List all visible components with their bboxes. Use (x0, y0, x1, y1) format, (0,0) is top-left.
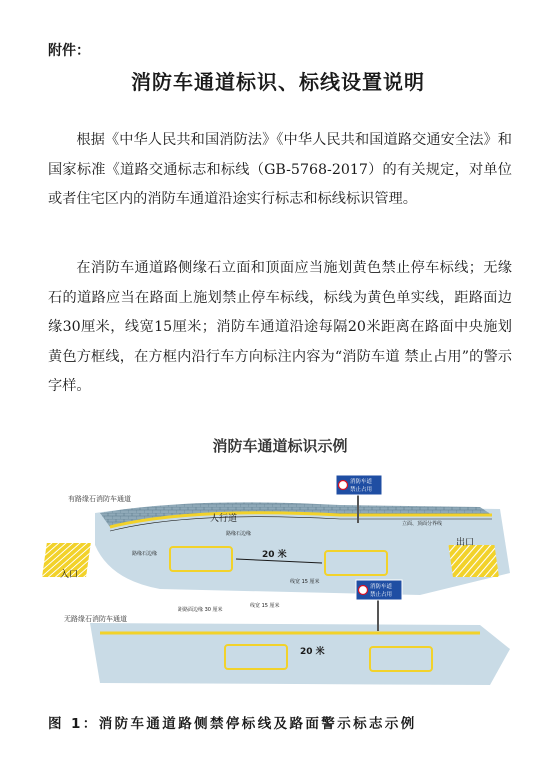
figure-caption: 图 1：消防车通道路侧禁停标线及路面警示标志示例 (48, 716, 417, 732)
label-curb-facade: 立面、顶面分界线 (402, 521, 443, 527)
label-distance-bottom: 20 米 (300, 647, 325, 657)
attachment-label: 附件： (48, 43, 90, 59)
label-line-width-top: 线宽 15 厘米 (290, 579, 320, 585)
svg-text:禁止占用: 禁止占用 (350, 487, 373, 493)
fire-lane-illustration (40, 435, 520, 705)
label-with-curb: 有路缘石消防车通道 (68, 495, 131, 503)
svg-text:消防车道: 消防车道 (350, 479, 373, 485)
label-line-width-bottom: 线宽 15 厘米 (250, 603, 280, 609)
page-title: 消防车通道标识、标线设置说明 (131, 70, 425, 94)
paragraph-1: 根据《中华人民共和国消防法》《中华人民共和国道路交通安全法》和国家标准《道路交通标志和标线（GB-5768-2017）的有关规定，对单位或者住宅区内的消防车通道沿途实行标志和标线标识管理。 (48, 132, 512, 207)
fire-lane-figure (40, 435, 520, 705)
label-curb-top: 路缘石边缘 (226, 531, 252, 537)
label-without-curb: 无路缘石消防车通道 (64, 615, 127, 623)
label-entrance: 入口 (60, 570, 79, 580)
svg-text:消防车道: 消防车道 (370, 584, 393, 590)
upper-road (42, 502, 510, 595)
sign-lower (356, 580, 402, 631)
figure-title: 消防车通道标识示例 (212, 437, 348, 455)
svg-text:禁止占用: 禁止占用 (370, 592, 393, 598)
label-sidewalk: 人行道 (210, 514, 238, 524)
label-exit: 出口 (456, 538, 475, 548)
label-edge-distance: 距路面边缘 30 厘米 (178, 607, 223, 613)
exit-hatch (448, 545, 498, 577)
label-road-curb: 路缘石边缘 (132, 551, 158, 557)
paragraph-2: 在消防车通道路侧缘石立面和顶面应当施划黄色禁止停车标线；无缘石的道路应当在路面上施划禁止停车标线，标线为黄色单实线，距路面边缘30厘米，线宽15厘米；消防车通道沿途每隔20米距离在路面中央施划黄色方框线，在方框内沿行车方向标注内容为“消防车道 禁止占用”的警示字样。 (48, 260, 512, 394)
label-distance-top: 20 米 (262, 550, 287, 560)
